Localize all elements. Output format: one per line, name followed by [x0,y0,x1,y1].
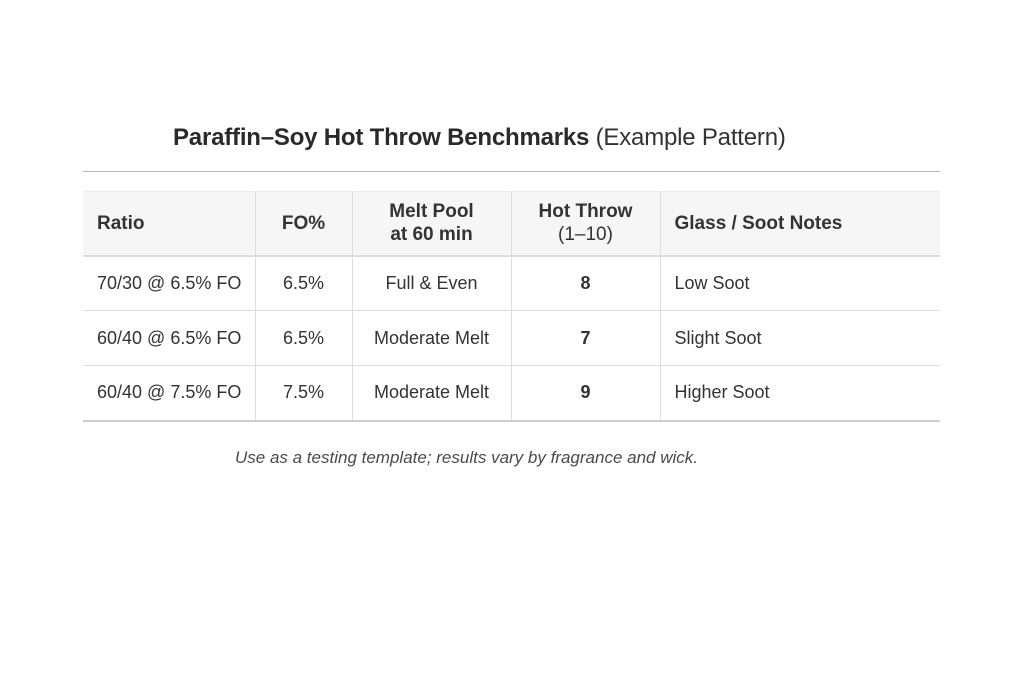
footnote: Use as a testing template; results vary by fragrance and wick. [235,448,698,467]
table-row [83,366,940,421]
table-header-row [83,192,940,256]
cell-melt-pool: Moderate Melt [352,311,511,366]
title-subtitle: (Example Pattern) [595,124,786,151]
title-main: Paraffin–Soy Hot Throw Benchmarks [173,124,590,151]
header-hot-throw: Hot Throw (1–10) [511,192,660,256]
cell-ratio: 70/30 @ 6.5% FO [83,256,255,311]
cell-fo-percent: 6.5% [255,256,352,311]
cell-notes: Higher Soot [674,382,770,403]
header-fo-percent: FO% [255,192,352,256]
cell-melt-pool: Moderate Melt [352,366,511,421]
title-divider [83,171,940,172]
benchmark-table [83,191,940,422]
cell-ratio: 60/40 @ 6.5% FO [83,311,255,366]
cell-notes: Slight Soot [674,327,762,348]
cell-melt-pool: Full & Even [352,256,511,311]
header-ratio: Ratio [83,192,255,256]
cell-hot-throw: 8 [511,256,660,311]
header-glass-soot-notes: Glass / Soot Notes [674,212,843,234]
cell-notes: Low Soot [674,272,750,293]
cell-hot-throw: 7 [511,311,660,366]
cell-fo-percent: 7.5% [255,366,352,421]
cell-fo-percent: 6.5% [255,311,352,366]
header-melt-pool: Melt Pool at 60 min [352,192,511,256]
table-row [83,256,940,311]
page-title [173,124,786,152]
cell-hot-throw: 9 [511,366,660,421]
cell-ratio: 60/40 @ 7.5% FO [83,366,255,421]
table-row [83,311,940,366]
